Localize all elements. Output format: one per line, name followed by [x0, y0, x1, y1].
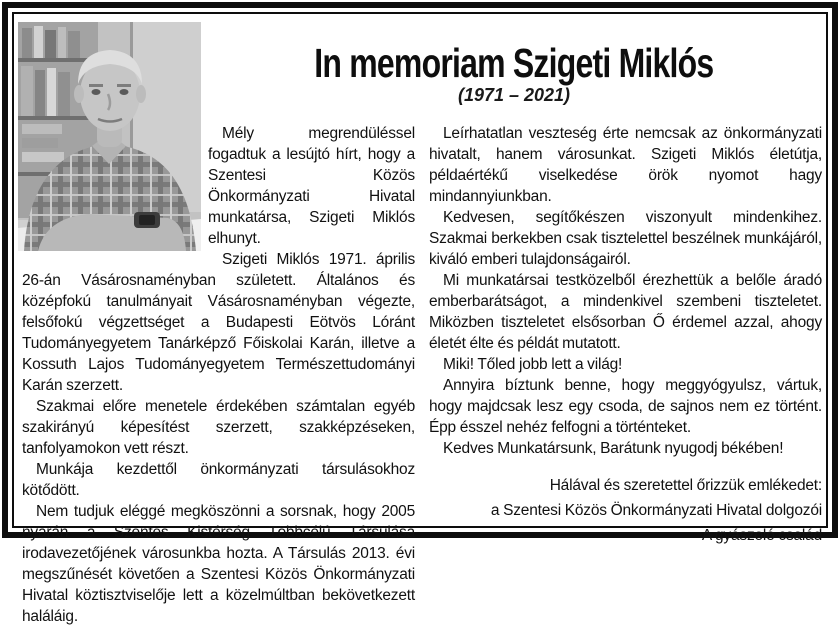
- paragraph: Nem tudjuk eléggé megköszönni a sorsnak, hogy 2005 nyarán a Szentes Kistérség Többcélú Társulása irodavezetőjének városunkba hozta. A Társulás 2013. évi megszűnését követően a Szentesi Közös Önkormányzati Hivatal köztisztviselője lett a közelmúltban bekövetkezett haláláig.: [22, 503, 415, 625]
- notice-header: [203, 41, 825, 106]
- paragraph: Mi munkatársai testközelből érezhettük a belőle áradó emberbarátságot, a mindenkivel szembeni tiszteletet. Miközben tiszteletet elsősorban Ő érdemel azzal, ahogy életét élte és példát mutatott.: [429, 272, 822, 352]
- closing-line: A gyászoló család: [701, 527, 822, 544]
- right-column: [429, 123, 822, 548]
- closing-line: a Szentesi Közös Önkormányzati Hivatal dolgozói: [490, 502, 822, 519]
- paragraph: Leírhatatlan veszteség érte nemcsak az önkormányzati hivatalt, hanem városunkat. Szigeti Miklós életútja, példaértékű viselkedése örök nyomot hagy mindannyiunkban.: [429, 125, 822, 205]
- page-title: In memoriam Szigeti Miklós: [314, 40, 714, 86]
- closing-block: [429, 473, 822, 548]
- paragraph: Mély megrendüléssel fogadtuk a lesújtó hírt, hogy a Szentesi Közös Önkormányzati Hivatal munkatársa, Szigeti Miklós elhunyt.: [208, 125, 415, 247]
- notice-content: [15, 15, 825, 625]
- paragraph: Szakmai előre menetele érdekében számtalan egyéb szakirányú képesítést szerzett, szakképzéseken, tanfolyamokon vett részt.: [22, 398, 415, 457]
- photo-wrap-spacer: [22, 123, 208, 252]
- closing-line: Hálával és szeretettel őrizzük emlékedet:: [549, 477, 822, 494]
- paragraph: Miki! Tőled jobb lett a világ!: [443, 356, 623, 373]
- life-years: (1971 – 2021): [457, 85, 571, 105]
- paragraph: Kedvesen, segítőkészen viszonyult mindenkihez. Szakmai berkekben csak tisztelettel beszélnek munkájáról, kiváló emberi tulajdonságairól.: [429, 209, 822, 268]
- paragraph: Kedves Munkatársunk, Barátunk nyugodj békében!: [443, 440, 784, 457]
- paragraph: Szigeti Miklós 1971. április 26-án Vásárosnaményban született. Általános és középfokú tanulmányait Vásárosnaményban végezte, felsőfokú végzettséget a Budapesti Eötvös Lóránt Tudományegyetem Tanárképző Főiskolai Karán, illetve a Kossuth Lajos Tudományegyetem Természettudományi Karán szerzett.: [22, 251, 415, 394]
- left-column: [22, 123, 415, 627]
- paragraph: Annyira bíztunk benne, hogy meggyógyulsz, vártuk, hogy majdcsak lesz egy csoda, de sajnos nem ez történt. Épp ésszel nehéz felfogni a történteket.: [429, 377, 822, 436]
- body-columns: [22, 123, 822, 627]
- paragraph: Munkája kezdettől önkormányzati társulásokhoz kötődött.: [22, 461, 415, 499]
